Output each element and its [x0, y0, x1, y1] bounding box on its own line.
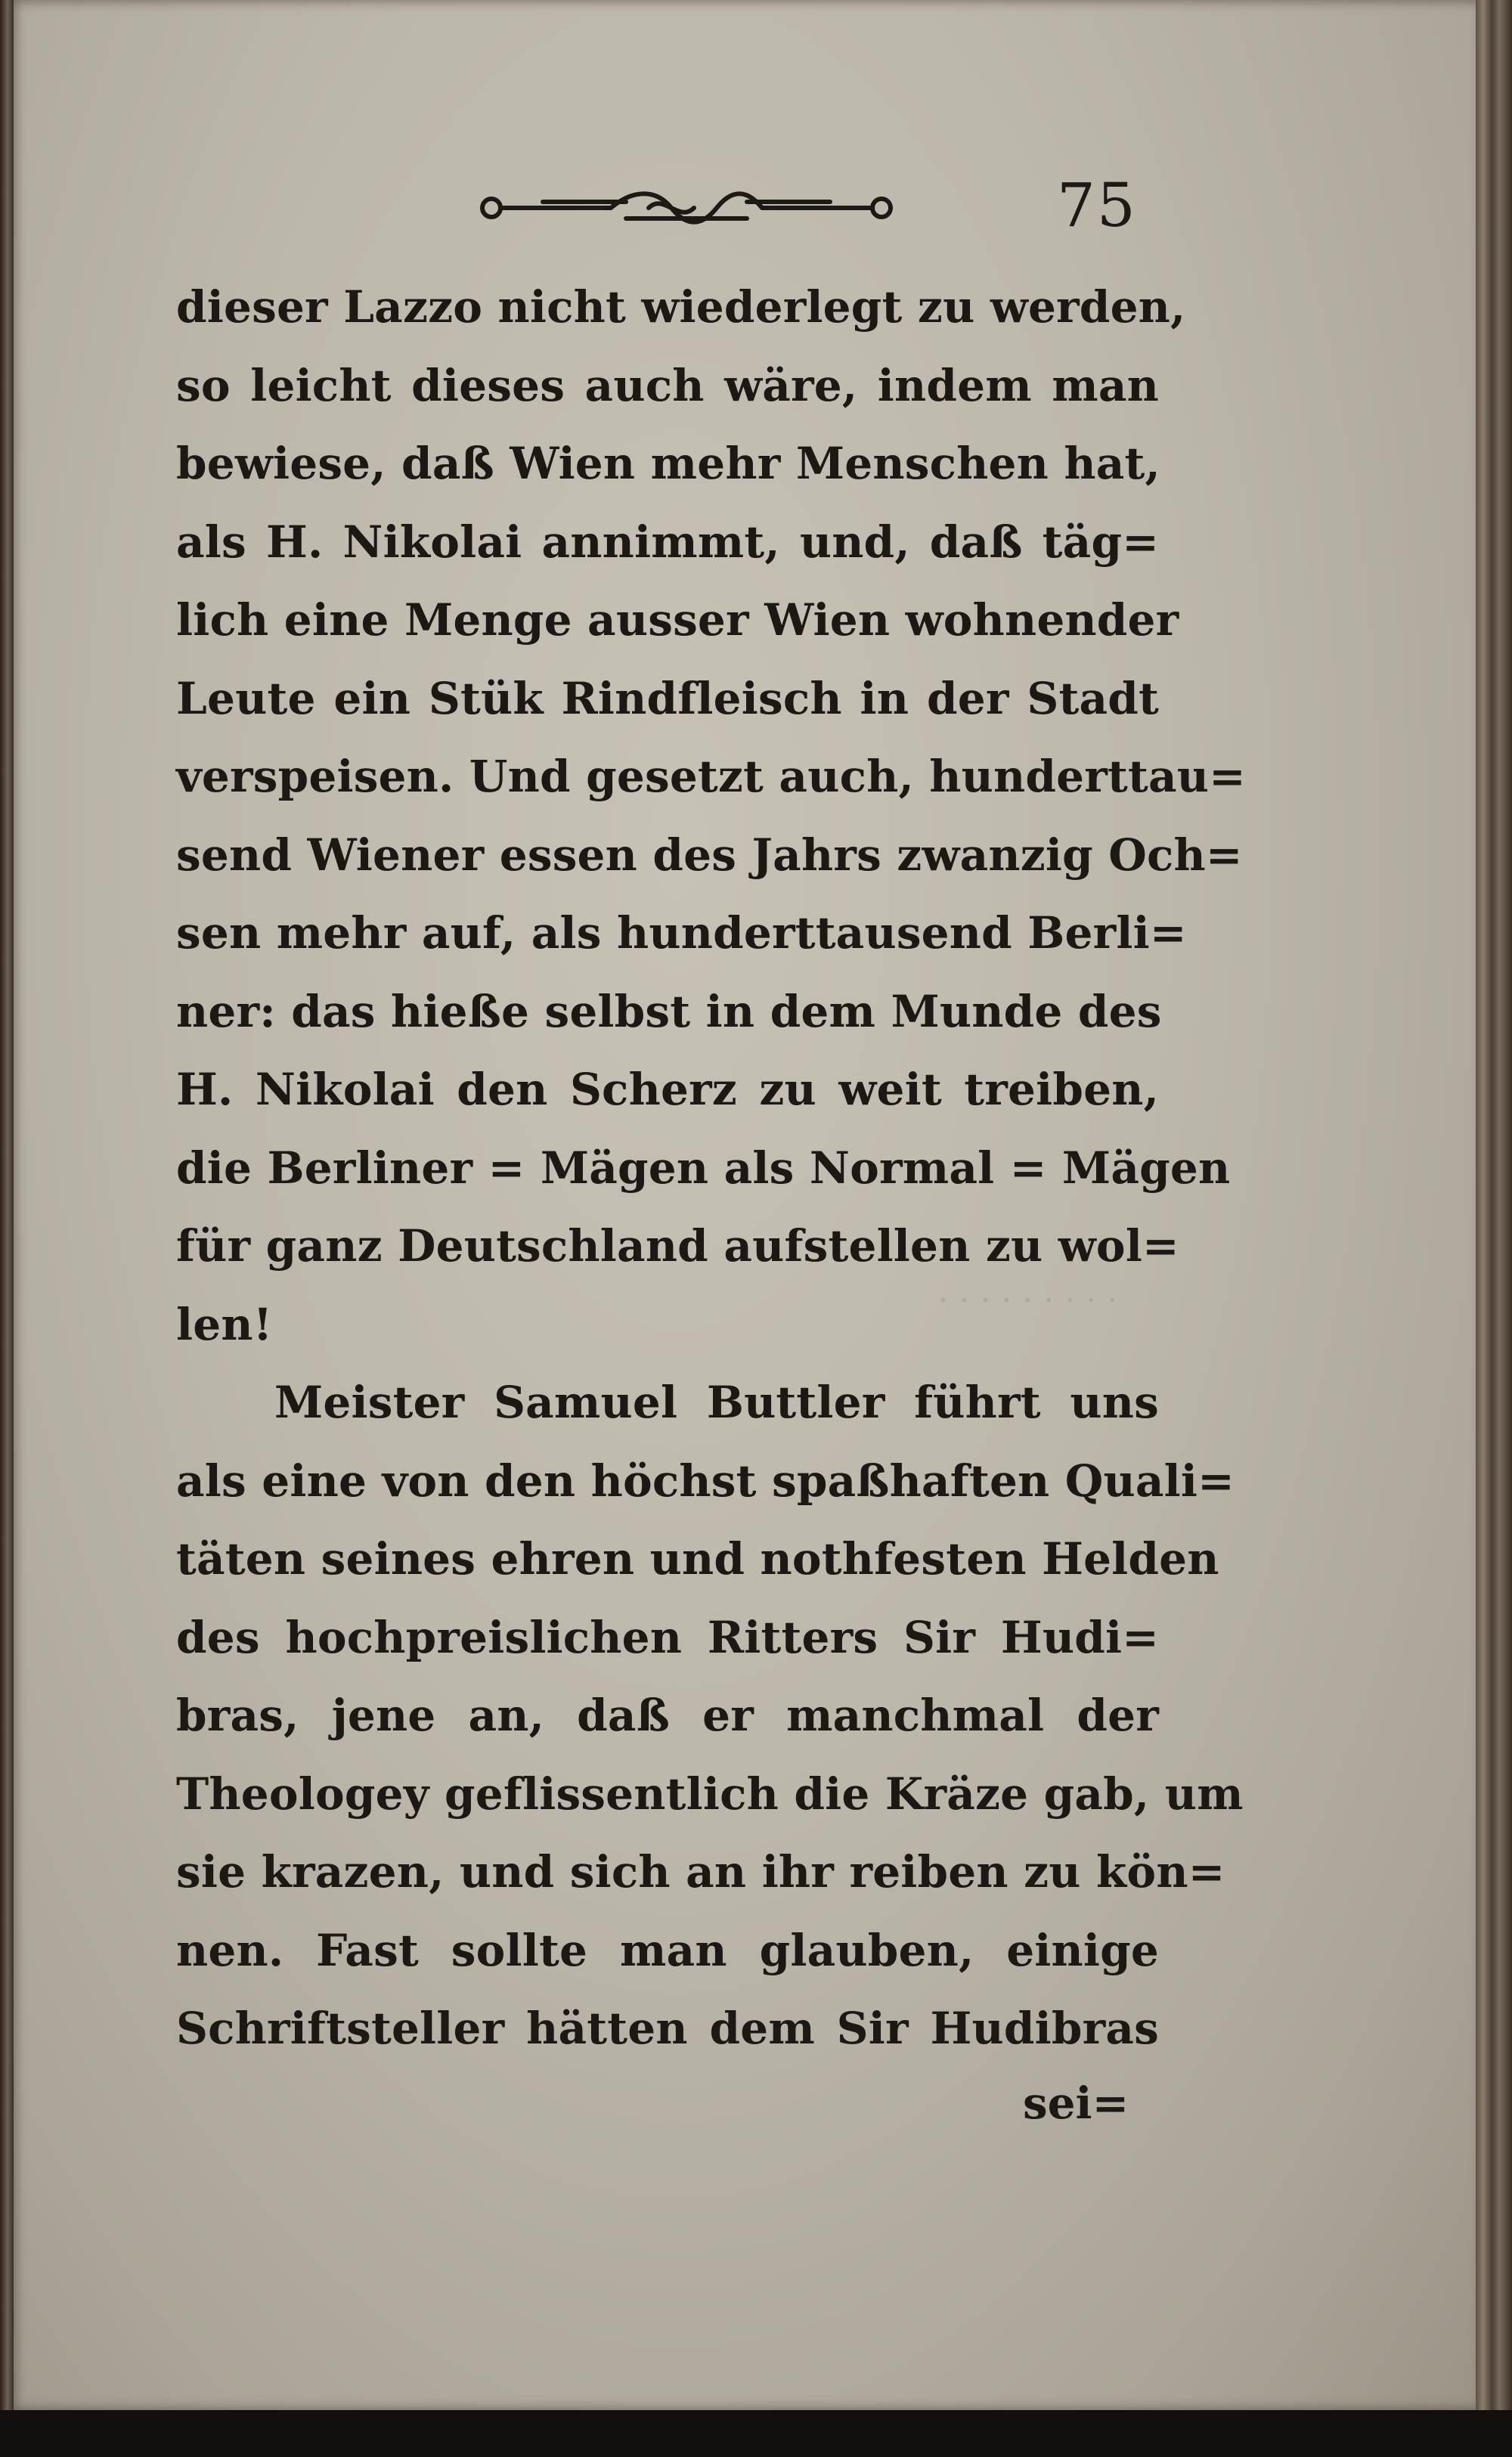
text-line: so leicht dieses auch wäre, indem man [176, 359, 1159, 411]
text-line: bras, jene an, daß er manchmal der [176, 1690, 1159, 1741]
book-spine-edge [0, 0, 14, 2457]
text-line: lich eine Menge ausser Wien wohnender [176, 594, 1179, 646]
text-line: verspeisen. Und gesetzt auch, hunderttau= [176, 751, 1246, 802]
text-line: als H. Nikolai annimmt, und, daß täg= [176, 516, 1159, 568]
body-text [176, 268, 1246, 2068]
text-line: Leute ein Stük Rindfleisch in der Stadt [176, 672, 1159, 724]
catchword: sei= [1023, 2077, 1129, 2129]
paper-page [14, 0, 1489, 2410]
text-line: sen mehr auf, als hunderttausend Berli= [176, 907, 1187, 959]
text-line: Theologey geflissentlich die Kräze gab, um [176, 1768, 1244, 1820]
text-line: sie krazen, und sich an ihr reiben zu kön= [176, 1846, 1225, 1898]
text-line: ner: das hieße selbst in dem Munde des [176, 985, 1162, 1037]
paragraph-start-line: Meister Samuel Buttler führt uns [274, 1377, 1159, 1428]
page-edges-right [1476, 0, 1512, 2457]
text-line: täten seines ehren und nothfesten Helden [176, 1533, 1219, 1585]
text-line: bewiese, daß Wien mehr Menschen hat, [176, 438, 1160, 489]
text-line: als eine von den höchst spaßhaften Quali= [176, 1455, 1235, 1507]
bleed-through-text: · · · · · · · · · [937, 1281, 1117, 1320]
text-line: nen. Fast sollte man glauben, einige [176, 1924, 1159, 1976]
text-line: Schriftsteller hätten dem Sir Hudibras [176, 2003, 1159, 2054]
text-line: H. Nikolai den Scherz zu weit treiben, [176, 1064, 1159, 1115]
text-line: des hochpreislichen Ritters Sir Hudi= [176, 1611, 1159, 1663]
decorative-ornament-icon [475, 185, 898, 231]
scan-background-bottom [0, 2410, 1512, 2457]
text-line: die Berliner = Mägen als Normal = Mägen [176, 1142, 1231, 1194]
text-line: len! [176, 1298, 273, 1350]
text-line: send Wiener essen des Jahrs zwanzig Och= [176, 829, 1243, 881]
text-line: für ganz Deutschland aufstellen zu wol= [176, 1220, 1179, 1272]
text-line: dieser Lazzo nicht wiederlegt zu werden, [176, 281, 1186, 333]
page-number: 75 [1057, 170, 1137, 240]
page-header [187, 163, 1170, 253]
